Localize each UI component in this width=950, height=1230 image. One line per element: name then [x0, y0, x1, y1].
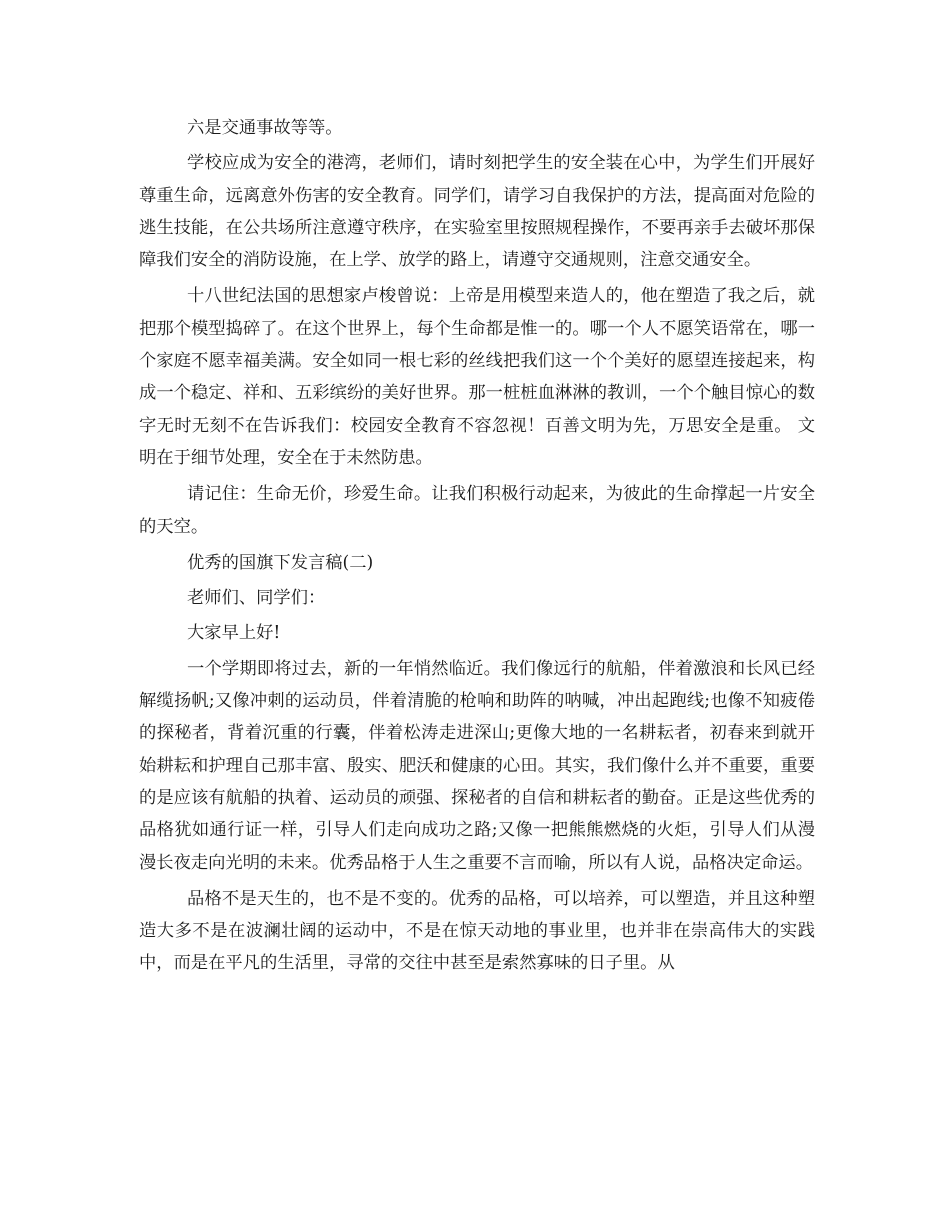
document-body: [139, 112, 815, 984]
paragraph-rousseau-quote: 十八世纪法国的思想家卢梭曾说：上帝是用模型来造人的，他在塑造了我之后，就把那个模型捣碎了。在这个世界上，每个生命都是惟一的。哪一个人不愿笑语常在，哪一个家庭不愿幸福美满。安全如同一根七彩的丝线把我们这一个个美好的愿望连接起来，构成一个稳定、祥和、五彩缤纷的美好世界。那一桩桩血淋淋的教训，一个个触目惊心的数字无时无刻不在告诉我们：校园安全教育不容忽视！百善文明为先，万思安全是重。 文明在于细节处理，安全在于未然防患。: [139, 286, 815, 468]
paragraph-traffic-accidents: 六是交通事故等等。: [187, 118, 343, 138]
paragraph-new-year: 一个学期即将过去，新的一年悄然临近。我们像远行的航船，伴着激浪和长风已经解缆扬帆;又像冲刺的运动员，伴着清脆的枪响和助阵的呐喊，冲出起跑线;也像不知疲倦的探秘者，背着沉重的行囊，伴着松涛走进深山;更像大地的一名耕耘者，初春来到就开始耕耘和护理自己那丰富、殷实、肥沃和健康的心田。其实，我们像什么并不重要，重要的是应该有航船的执着、运动员的顽强、探秘者的自信和耕耘者的勤奋。正是这些优秀的品格犹如通行证一样，引导人们走向成功之路;又像一把熊熊燃烧的火炬，引导人们从漫漫长夜走向光明的未来。优秀品格于人生之重要不言而喻，所以有人说，品格决定命运。: [139, 658, 815, 873]
salutation: 老师们、同学们：: [187, 588, 326, 609]
section-heading: 优秀的国旗下发言稿(二): [187, 552, 374, 573]
paragraph-character: 品格不是天生的，也不是不变的。优秀的品格，可以培养，可以塑造，并且这种塑造大多不是在波澜壮阔的运动中，不是在惊天动地的事业里，也并非在崇高伟大的实践中，而是在平凡的生活里，寻常的交往中甚至是索然寡味的日子里。从: [139, 888, 815, 974]
paragraph-cherish-life: 请记住：生命无价，珍爱生命。让我们积极行动起来，为彼此的生命撑起一片安全的天空。: [139, 484, 815, 537]
paragraph-school-safety: 学校应成为安全的港湾，老师们，请时刻把学生的安全装在心中，为学生们开展好尊重生命，远离意外伤害的安全教育。同学们，请学习自我保护的方法，提高面对危险的逃生技能，在公共场所注意遵守秩序，在实验室里按照规程操作，不要再亲手去破坏那保障我们安全的消防设施，在上学、放学的路上，请遵守交通规则，注意交通安全。: [139, 153, 815, 271]
greeting: 大家早上好!: [187, 623, 281, 644]
